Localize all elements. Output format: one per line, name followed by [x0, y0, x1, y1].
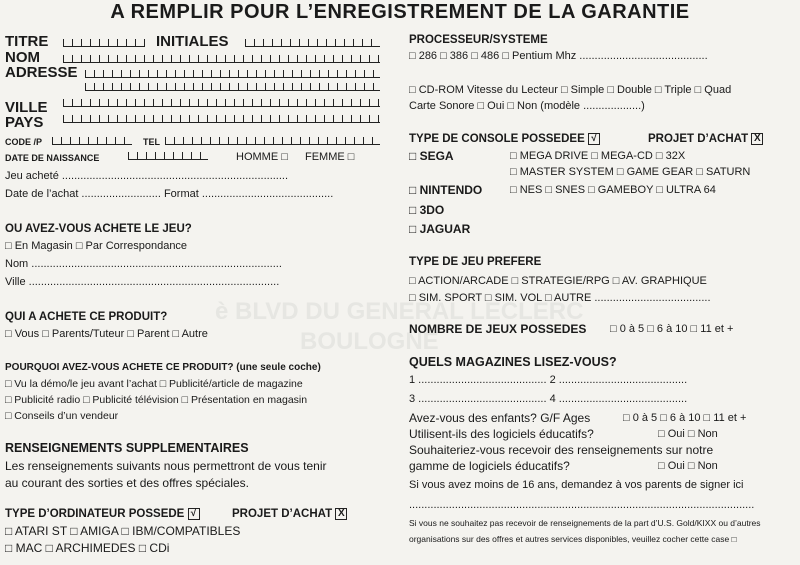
souhaiteriez-question-2: gamme de logiciels éducatifs? [409, 459, 570, 473]
initiales-label: INITIALES [156, 33, 229, 50]
renseignements-line-2: au courant des sorties et des offres spéciales. [5, 476, 249, 490]
console-projet: PROJET D’ACHAT X [648, 133, 763, 145]
type-jeu-heading: TYPE DE JEU PREFERE [409, 256, 542, 268]
titre-field[interactable] [63, 39, 145, 47]
magazines-heading: QUELS MAGAZINES LISEZ-VOUS? [409, 355, 617, 369]
nom-field[interactable] [63, 55, 380, 63]
moins-16-note: Si vous avez moins de 16 ans, demandez à vos parents de signer ici [409, 479, 744, 491]
souhaiteriez-question-1: Souhaiteriez-vous recevoir des renseignements sur notre [409, 443, 714, 457]
femme-checkbox[interactable] [348, 151, 355, 163]
enfants-ages-options[interactable]: □ 0 à 5 □ 6 à 10 □ 11 et + [623, 412, 747, 424]
ou-achete-ville-field[interactable]: Ville .................................................................................. [5, 276, 280, 288]
page-title: A REMPLIR POUR L’ENREGISTREMENT DE LA GARANTIE [110, 1, 690, 23]
sega-options-2[interactable]: □ MASTER SYSTEM □ GAME GEAR □ SATURN [510, 166, 751, 178]
footer-optout[interactable]: organisations sur des offres et autres services disponibles, veuillez cocher cette case □ [409, 534, 737, 544]
ordinateur-possede-mark[interactable]: √ [188, 508, 200, 520]
type-jeu-options-1[interactable]: □ ACTION/ARCADE □ STRATEGIE/RPG □ AV. GRAPHIQUE [409, 275, 707, 287]
console-projet-mark[interactable]: X [751, 133, 763, 145]
renseignements-line-1: Les renseignements suivants nous permettront de vous tenir [5, 459, 327, 473]
nintendo-options[interactable]: □ NES □ SNES □ GAMEBOY □ ULTRA 64 [510, 184, 716, 196]
code-field[interactable] [52, 137, 132, 145]
nom-label: NOM [5, 49, 40, 66]
enfants-question: Avez-vous des enfants? G/F Ages [409, 411, 591, 425]
magazines-fields-2[interactable]: 3 .......................................... 4 .......................................... [409, 393, 688, 405]
ordinateur-options-2[interactable]: □ MAC □ ARCHIMEDES □ CDi [5, 541, 170, 555]
code-label: CODE /P [5, 137, 43, 147]
pourquoi-options-2[interactable]: □ Publicité radio □ Publicité télévision □ Présentation en magasin [5, 394, 308, 406]
logiciels-options[interactable]: □ Oui □ Non [658, 428, 718, 440]
nombre-jeux-heading: NOMBRE DE JEUX POSSEDES [409, 322, 587, 336]
watermark-line-2: BOULOGNE [300, 328, 439, 355]
sega-options-1[interactable]: □ MEGA DRIVE □ MEGA-CD □ 32X [510, 150, 686, 162]
footer-line-1: Si vous ne souhaitez pas recevoir de renseignements de la part d’U.S. Gold/KIXX ou d’autres [409, 518, 761, 528]
qui-achete-options[interactable]: □ Vous □ Parents/Tuteur □ Parent □ Autre [5, 328, 208, 340]
adresse-field-1[interactable] [85, 70, 380, 78]
initiales-field[interactable] [245, 39, 380, 47]
homme-label: HOMME □ [236, 151, 288, 163]
ou-achete-heading: OU AVEZ-VOUS ACHETE LE JEU? [5, 223, 192, 235]
souhaiteriez-options[interactable]: □ Oui □ Non [658, 460, 718, 472]
femme-label: FEMME □ [305, 151, 354, 163]
ordinateur-options-1[interactable]: □ ATARI ST □ AMIGA □ IBM/COMPATIBLES [5, 524, 241, 538]
ou-achete-nom-field[interactable]: Nom .................................................................................. [5, 258, 282, 270]
processeur-options[interactable]: □ 286 □ 386 □ 486 □ Pentium Mhz .......................................... [409, 50, 708, 62]
pays-field[interactable] [63, 115, 380, 123]
date-achat-field[interactable]: Date de l’achat .......................... Format ........................................... [5, 188, 334, 200]
processeur-heading: PROCESSEUR/SYSTEME [409, 34, 548, 46]
adresse-field-2[interactable] [85, 83, 380, 91]
tel-label: TEL [143, 137, 160, 147]
logiciels-question: Utilisent-ils des logiciels éducatifs? [409, 427, 594, 441]
sega-option[interactable]: □ SEGA [409, 149, 454, 163]
ou-achete-options[interactable]: □ En Magasin □ Par Correspondance [5, 240, 188, 252]
ordinateur-heading: TYPE D’ORDINATEUR POSSEDE √ [5, 508, 200, 520]
naissance-field[interactable] [128, 152, 208, 160]
pays-label: PAYS [5, 114, 44, 131]
signature-field[interactable]: ................................................................................................................. [409, 499, 755, 511]
tel-field[interactable] [165, 137, 380, 145]
ordinateur-projet: PROJET D’ACHAT X [232, 508, 347, 520]
type-jeu-options-2[interactable]: □ SIM. SPORT □ SIM. VOL □ AUTRE ...................................... [409, 292, 711, 304]
ville-field[interactable] [63, 99, 380, 107]
3do-option[interactable]: □ 3DO [409, 203, 445, 217]
nintendo-option[interactable]: □ NINTENDO [409, 183, 483, 197]
qui-achete-heading: QUI A ACHETE CE PRODUIT? [5, 311, 168, 323]
console-heading: TYPE DE CONSOLE POSSEDEE √ [409, 133, 600, 145]
adresse-label: ADRESSE [5, 64, 78, 81]
ordinateur-projet-mark[interactable]: X [335, 508, 347, 520]
naissance-label: DATE DE NAISSANCE [5, 153, 100, 163]
console-possede-mark[interactable]: √ [588, 133, 600, 145]
carte-sonore-options[interactable]: Carte Sonore □ Oui □ Non (modèle ...................) [409, 100, 645, 112]
pourquoi-options-3[interactable]: □ Conseils d’un vendeur [5, 410, 119, 422]
watermark-line-1: è BLVD DU GENERAL LECLERC [215, 298, 584, 325]
jeu-achete-field[interactable]: Jeu acheté .......................................................................... [5, 170, 289, 182]
nombre-jeux-options[interactable]: □ 0 à 5 □ 6 à 10 □ 11 et + [610, 323, 734, 335]
titre-label: TITRE [5, 33, 49, 50]
ville-label: VILLE [5, 99, 48, 116]
pourquoi-options-1[interactable]: □ Vu la démo/le jeu avant l’achat □ Publicité/article de magazine [5, 378, 303, 390]
renseignements-heading: RENSEIGNEMENTS SUPPLEMENTAIRES [5, 441, 249, 455]
cdrom-options[interactable]: □ CD-ROM Vitesse du Lecteur □ Simple □ Double □ Triple □ Quad [409, 84, 732, 96]
jaguar-option[interactable]: □ JAGUAR [409, 222, 471, 236]
magazines-fields-1[interactable]: 1 .......................................... 2 .......................................... [409, 374, 688, 386]
pourquoi-heading: POURQUOI AVEZ-VOUS ACHETE CE PRODUIT? (une seule coche) [5, 362, 321, 373]
homme-checkbox[interactable] [281, 151, 288, 163]
